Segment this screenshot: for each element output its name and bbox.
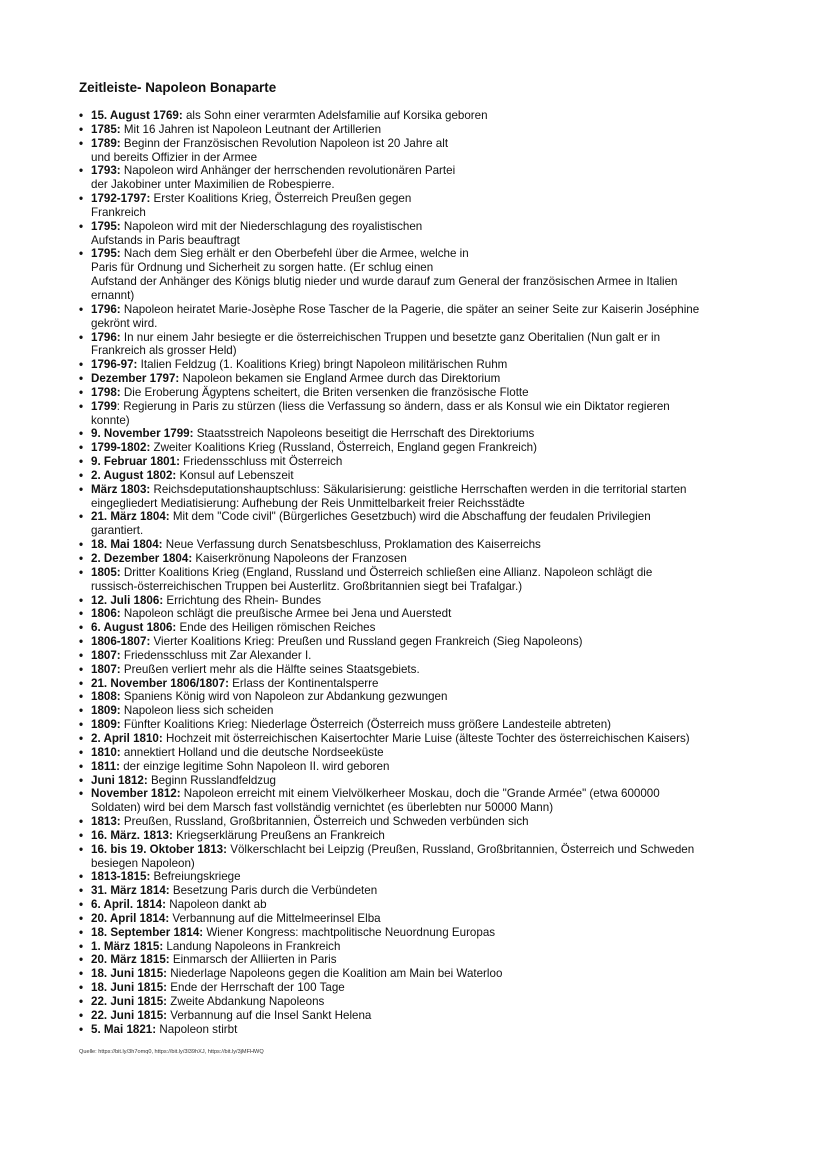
entry-line: [91, 427, 759, 441]
timeline-entry: [79, 164, 759, 192]
timeline-entry: [79, 677, 759, 691]
entry-text: annektiert Holland und die deutsche Nordseeküste: [120, 745, 384, 759]
timeline-entry: [79, 400, 759, 428]
timeline-entry: [79, 718, 759, 732]
bullet-point: •: [79, 1022, 84, 1036]
entry-text: In nur einem Jahr besiegte er die österreichischen Truppen und besetzte ganz Oberitalien (Nun galt er in: [120, 330, 661, 344]
entry-text: Napoleon heiratet Marie-Josèphe Rose Tascher de la Pagerie, die später an seiner Seite zur Kaiserin Joséphine: [120, 302, 700, 316]
entry-line: [91, 649, 759, 663]
entry-line: [91, 206, 759, 220]
entry-line: [91, 123, 759, 137]
entry-line: [91, 400, 759, 414]
timeline-entry: [79, 746, 759, 760]
bullet-point: •: [79, 648, 84, 662]
bullet-point: •: [79, 911, 84, 925]
entry-line: [91, 926, 759, 940]
entry-text: der Jakobiner unter Maximilien de Robespierre.: [91, 178, 335, 192]
bullet-point: •: [79, 884, 84, 898]
entry-line: [91, 912, 759, 926]
entry-date: 21. November 1806/1807:: [91, 676, 229, 690]
entry-date: 1799-1802:: [91, 441, 151, 455]
entry-line: [91, 870, 759, 884]
timeline-entry: [79, 732, 759, 746]
entry-text: Befreiungskriege: [150, 870, 241, 884]
entry-text: Italien Feldzug (1. Koalitions Krieg) bringt Napoleon militärischen Ruhm: [137, 358, 508, 372]
entry-line: [91, 510, 759, 524]
entry-text: Mit 16 Jahren ist Napoleon Leutnant der Artillerien: [120, 122, 382, 136]
entry-line: [91, 524, 759, 538]
entry-date: März 1803:: [91, 482, 151, 496]
entry-text: Zweiter Koalitions Krieg (Russland, Österreich, England gegen Frankreich): [150, 441, 537, 455]
entry-date: 15. August 1769:: [91, 109, 183, 122]
entry-text: Spaniens König wird von Napoleon zur Abdankung gezwungen: [120, 690, 448, 704]
bullet-point: •: [79, 925, 84, 939]
bullet-point: •: [79, 995, 84, 1008]
entry-text: : Regierung in Paris zu stürzen (liess die Verfassung so ändern, dass er als Konsul wie ein Diktator regieren: [116, 399, 670, 413]
entry-date: 1806-1807:: [91, 635, 151, 649]
entry-text: Frankreich: [91, 205, 146, 219]
entry-line: [91, 247, 759, 261]
entry-text: Beginn Russlandfeldzug: [147, 773, 276, 787]
entry-date: 1798:: [91, 385, 121, 399]
bullet-point: •: [79, 704, 84, 718]
timeline-entry: [79, 981, 759, 995]
entry-line: [91, 1023, 759, 1037]
entry-line: [91, 801, 759, 815]
entry-line: [91, 760, 759, 774]
bullet-point: •: [79, 981, 84, 995]
bullet-point: •: [79, 787, 84, 801]
entry-line: [91, 331, 759, 345]
bullet-point: •: [79, 898, 84, 912]
timeline-entry: [79, 774, 759, 788]
timeline-entry: [79, 303, 759, 331]
entry-line: [91, 774, 759, 788]
entry-line: [91, 414, 759, 428]
entry-line: [91, 967, 759, 981]
entry-text: Erlass der Kontinentalsperre: [228, 676, 379, 690]
entry-text: Konsul auf Lebenszeit: [176, 468, 294, 482]
entry-line: [91, 358, 759, 372]
entry-date: 1807:: [91, 648, 121, 662]
timeline-entry: [79, 469, 759, 483]
bullet-point: •: [79, 621, 84, 635]
entry-date: 18. September 1814:: [91, 925, 204, 939]
entry-line: [91, 677, 759, 691]
entry-date: 31. März 1814:: [91, 884, 170, 898]
bullet-point: •: [79, 718, 84, 732]
timeline-entry: [79, 386, 759, 400]
timeline-entry: [79, 441, 759, 455]
entry-text: Kaiserkrönung Napoleons der Franzosen: [192, 552, 407, 565]
entry-date: 1795:: [91, 219, 121, 233]
entry-date: 18. Juni 1815:: [91, 981, 168, 995]
bullet-point: •: [79, 1008, 84, 1022]
entry-date: 1792-1797:: [91, 192, 151, 206]
entry-date: 1810:: [91, 745, 121, 759]
entry-text: und bereits Offizier in der Armee: [91, 150, 258, 164]
timeline-entry: [79, 109, 759, 123]
entry-text: Landung Napoleons in Frankreich: [163, 939, 341, 953]
entry-line: [91, 621, 759, 635]
entry-line: [91, 261, 759, 275]
timeline-entry: [79, 220, 759, 248]
entry-date: 1796:: [91, 330, 121, 344]
timeline-entry: [79, 510, 759, 538]
timeline-entry: [79, 247, 759, 302]
timeline-entry: [79, 331, 759, 359]
entry-text: Napoleon wird mit der Niederschlagung des royalistischen: [120, 219, 423, 233]
entry-line: [91, 455, 759, 469]
entry-line: [91, 981, 759, 995]
timeline-entry: [79, 704, 759, 718]
timeline-entry: [79, 815, 759, 829]
entry-text: der einzige legitime Sohn Napoleon II. wird geboren: [120, 759, 390, 773]
entry-line: [91, 372, 759, 386]
entry-line: [91, 953, 759, 967]
entry-line: [91, 843, 759, 857]
entry-line: [91, 192, 759, 206]
timeline-entry: [79, 953, 759, 967]
entry-date: 1809:: [91, 704, 121, 718]
entry-line: [91, 746, 759, 760]
entry-text: gekrönt wird.: [91, 316, 158, 330]
bullet-point: •: [79, 358, 84, 372]
entry-text: Friedensschluss mit Zar Alexander I.: [120, 648, 312, 662]
entry-line: [91, 441, 759, 455]
timeline-entry: [79, 1023, 759, 1037]
bullet-point: •: [79, 635, 84, 649]
bullet-point: •: [79, 690, 84, 704]
entry-line: [91, 317, 759, 331]
entry-text: Verbannung auf die Insel Sankt Helena: [167, 1008, 372, 1022]
entry-line: [91, 718, 759, 732]
entry-line: [91, 995, 759, 1009]
entry-text: russisch-österreichischen Truppen bei Austerlitz. Großbritannien siegt bei Trafalgar.): [91, 579, 523, 593]
bullet-point: •: [79, 565, 84, 579]
bullet-point: •: [79, 731, 84, 745]
entry-text: Hochzeit mit österreichischen Kaisertochter Marie Luise (älteste Tochter des österreichischen Kaisers): [162, 731, 690, 745]
timeline-entry: [79, 912, 759, 926]
entry-text: Napoleon schlägt die preußische Armee bei Jena und Auerstedt: [120, 607, 452, 621]
entry-text: ernannt): [91, 288, 135, 302]
entry-date: 1. März 1815:: [91, 939, 164, 953]
entry-date: 22. Juni 1815:: [91, 995, 168, 1008]
entry-line: [91, 109, 759, 123]
timeline-entry: [79, 926, 759, 940]
timeline-entry: [79, 870, 759, 884]
entry-date: 1813-1815:: [91, 870, 151, 884]
timeline-entry: [79, 123, 759, 137]
entry-text: Nach dem Sieg erhält er den Oberbefehl über die Armee, welche in: [120, 247, 469, 261]
timeline-entry: [79, 690, 759, 704]
entry-text: Wiener Kongress: machtpolitische Neuordnung Europas: [203, 925, 496, 939]
entry-text: Preußen verliert mehr als die Hälfte seines Staatsgebiets.: [120, 662, 420, 676]
entry-line: [91, 898, 759, 912]
entry-line: [91, 580, 759, 594]
bullet-point: •: [79, 953, 84, 967]
entry-date: 1808:: [91, 690, 121, 704]
timeline-entry: [79, 884, 759, 898]
entry-text: Neue Verfassung durch Senatsbeschluss, Proklamation des Kaiserreichs: [162, 538, 541, 552]
bullet-point: •: [79, 939, 84, 953]
entry-text: als Sohn einer verarmten Adelsfamilie auf Korsika geboren: [182, 109, 488, 122]
timeline-entry: [79, 1009, 759, 1023]
entry-line: [91, 497, 759, 511]
entry-line: [91, 386, 759, 400]
bullet-point: •: [79, 828, 84, 842]
entry-date: 1811:: [91, 759, 121, 773]
timeline-entry: [79, 621, 759, 635]
entry-text: Niederlage Napoleons gegen die Koalition am Main bei Waterloo: [167, 967, 503, 981]
entry-line: [91, 164, 759, 178]
entry-text: Vierter Koalitions Krieg: Preußen und Russland gegen Frankreich (Sieg Napoleons): [150, 635, 583, 649]
entry-text: Soldaten) wird bei dem Marsch fast vollständig vernichtet (es überlebten nur 50000 Mann): [91, 801, 554, 815]
entry-date: 1799: [91, 399, 117, 413]
bullet-point: •: [79, 870, 84, 884]
bullet-point: •: [79, 164, 84, 178]
entry-date: Dezember 1797:: [91, 372, 180, 386]
entry-line: [91, 732, 759, 746]
page-title: Zeitleiste- Napoleon Bonaparte: [79, 80, 277, 95]
timeline-entry: [79, 427, 759, 441]
entry-line: [91, 178, 759, 192]
entry-line: [91, 303, 759, 317]
bullet-point: •: [79, 247, 84, 261]
entry-line: [91, 704, 759, 718]
entry-date: 5. Mai 1821:: [91, 1022, 157, 1036]
entry-date: 1796-97:: [91, 358, 138, 372]
entry-date: 1785:: [91, 122, 121, 136]
entry-text: Friedensschluss mit Österreich: [179, 455, 343, 469]
bullet-point: •: [79, 842, 84, 856]
bullet-point: •: [79, 676, 84, 690]
entry-text: Besetzung Paris durch die Verbündeten: [169, 884, 378, 898]
entry-text: Staatsstreich Napoleons beseitigt die Herrschaft des Direktoriums: [193, 427, 535, 441]
bullet-point: •: [79, 468, 84, 482]
entry-date: 20. April 1814:: [91, 911, 170, 925]
timeline-entry: [79, 760, 759, 774]
entry-date: 9. November 1799:: [91, 427, 194, 441]
entry-text: Verbannung auf die Mittelmeerinsel Elba: [169, 911, 381, 925]
timeline-entry: [79, 607, 759, 621]
bullet-point: •: [79, 745, 84, 759]
entry-line: [91, 220, 759, 234]
entry-date: 16. März. 1813:: [91, 828, 173, 842]
entry-text: Zweite Abdankung Napoleons: [167, 995, 325, 1008]
entry-text: Völkerschlacht bei Leipzig (Preußen, Russland, Großbritannien, Österreich und Schweden: [226, 842, 695, 856]
timeline-entry: [79, 372, 759, 386]
timeline-entry: [79, 649, 759, 663]
entry-text: besiegen Napoleon): [91, 856, 195, 870]
entry-line: [91, 552, 759, 566]
entry-date: 1796:: [91, 302, 121, 316]
bullet-point: •: [79, 330, 84, 344]
entry-line: [91, 857, 759, 871]
timeline-entry: [79, 552, 759, 566]
entry-line: [91, 940, 759, 954]
entry-text: Aufstands in Paris beauftragt: [91, 233, 240, 247]
entry-text: Paris für Ordnung und Sicherheit zu sorgen hatte. (Er schlug einen: [91, 261, 434, 275]
entry-date: November 1812:: [91, 787, 181, 801]
timeline-entry: [79, 663, 759, 677]
entry-text: Mit dem "Code civil" (Bürgerliches Gesetzbuch) wird die Abschaffung der feudalen Privilegien: [169, 510, 651, 524]
entry-line: [91, 566, 759, 580]
entry-text: konnte): [91, 413, 130, 427]
entry-text: Napoleon wird Anhänger der herrschenden revolutionären Partei: [120, 164, 456, 178]
entry-line: [91, 635, 759, 649]
entry-text: Beginn der Französischen Revolution Napoleon ist 20 Jahre alt: [120, 136, 449, 150]
timeline-entry: [79, 358, 759, 372]
timeline-entry: [79, 898, 759, 912]
entry-date: 18. Juni 1815:: [91, 967, 168, 981]
entry-line: [91, 483, 759, 497]
entry-text: Reichsdeputationshauptschluss: Säkularisierung: geistliche Herrschaften werden in die territorial starten: [150, 482, 687, 496]
entry-line: [91, 1009, 759, 1023]
bullet-point: •: [79, 510, 84, 524]
bullet-point: •: [79, 109, 84, 122]
entry-line: [91, 469, 759, 483]
entry-line: [91, 607, 759, 621]
entry-date: 1793:: [91, 164, 121, 178]
bullet-point: •: [79, 815, 84, 829]
entry-date: 16. bis 19. Oktober 1813:: [91, 842, 227, 856]
entry-line: [91, 884, 759, 898]
entry-date: 1795:: [91, 247, 121, 261]
entry-text: Ende der Herrschaft der 100 Tage: [167, 981, 345, 995]
entry-date: 1809:: [91, 718, 121, 732]
bullet-point: •: [79, 662, 84, 676]
bullet-point: •: [79, 967, 84, 981]
timeline-entry: [79, 455, 759, 469]
bullet-point: •: [79, 552, 84, 565]
entry-date: 1813:: [91, 815, 121, 829]
entry-text: Napoleon liess sich scheiden: [120, 704, 274, 718]
entry-date: 2. Dezember 1804:: [91, 552, 193, 565]
timeline-entry: [79, 967, 759, 981]
timeline-entry: [79, 594, 759, 608]
entry-date: 1807:: [91, 662, 121, 676]
entry-line: [91, 829, 759, 843]
entry-date: 1789:: [91, 136, 121, 150]
entry-text: Napoleon stirbt: [156, 1022, 238, 1036]
timeline-list: [79, 109, 759, 1037]
entry-date: 2. August 1802:: [91, 468, 177, 482]
entry-date: 20. März 1815:: [91, 953, 170, 967]
entry-line: [91, 234, 759, 248]
timeline-entry: [79, 137, 759, 165]
entry-text: Napoleon dankt ab: [165, 898, 267, 912]
bullet-point: •: [79, 441, 84, 455]
bullet-point: •: [79, 773, 84, 787]
entry-text: Einmarsch der Alliierten in Paris: [169, 953, 337, 967]
bullet-point: •: [79, 385, 84, 399]
entry-text: Napoleon erreicht mit einem Vielvölkerheer Moskau, doch die "Grande Armée" (etwa 600000: [180, 787, 660, 801]
entry-text: garantiert.: [91, 524, 144, 538]
timeline-entry: [79, 843, 759, 871]
entry-date: 6. August 1806:: [91, 621, 177, 635]
entry-line: [91, 289, 759, 303]
entry-text: Preußen, Russland, Großbritannien, Österreich und Schweden verbünden sich: [120, 815, 529, 829]
entry-text: eingegliedert Mediatisierung: Aufhebung der Reis Unmittelbarkeit freier Reichsstädte: [91, 496, 525, 510]
bullet-point: •: [79, 482, 84, 496]
entry-text: Errichtung des Rhein- Bundes: [163, 593, 322, 607]
timeline-entry: [79, 995, 759, 1009]
source-citation: Quelle: https://bit.ly/3h7omq0, https://bit.ly/3l39hXJ, https://bit.ly/3jMFHWQ: [79, 1049, 264, 1055]
entry-line: [91, 344, 759, 358]
entry-text: Fünfter Koalitions Krieg: Niederlage Österreich (Österreich muss größere Landesteile abtreten): [120, 718, 612, 732]
bullet-point: •: [79, 607, 84, 621]
entry-date: 2. April 1810:: [91, 731, 163, 745]
entry-date: 1805:: [91, 565, 121, 579]
entry-date: 18. Mai 1804:: [91, 538, 163, 552]
entry-text: Napoleon bekamen sie England Armee durch das Direktorium: [179, 372, 501, 386]
bullet-point: •: [79, 399, 84, 413]
entry-line: [91, 275, 759, 289]
entry-line: [91, 663, 759, 677]
bullet-point: •: [79, 593, 84, 607]
bullet-point: •: [79, 192, 84, 206]
entry-text: Kriegserklärung Preußens an Frankreich: [172, 828, 385, 842]
entry-date: 12. Juli 1806:: [91, 593, 164, 607]
entry-line: [91, 815, 759, 829]
bullet-point: •: [79, 427, 84, 441]
entry-date: 6. April. 1814:: [91, 898, 166, 912]
bullet-point: •: [79, 302, 84, 316]
entry-line: [91, 137, 759, 151]
entry-text: Erster Koalitions Krieg, Österreich Preußen gegen: [150, 192, 412, 206]
timeline-entry: [79, 829, 759, 843]
entry-date: 22. Juni 1815:: [91, 1008, 168, 1022]
entry-line: [91, 538, 759, 552]
entry-date: 9. Februar 1801:: [91, 455, 180, 469]
entry-line: [91, 594, 759, 608]
entry-text: Frankreich als grosser Held): [91, 344, 237, 358]
bullet-point: •: [79, 219, 84, 233]
entry-line: [91, 151, 759, 165]
timeline-entry: [79, 483, 759, 511]
entry-text: Dritter Koalitions Krieg (England, Russland und Österreich schließen eine Allianz. Napoleon schlägt die: [120, 565, 653, 579]
bullet-point: •: [79, 538, 84, 552]
bullet-point: •: [79, 122, 84, 136]
timeline-entry: [79, 940, 759, 954]
bullet-point: •: [79, 372, 84, 386]
timeline-entry: [79, 566, 759, 594]
bullet-point: •: [79, 455, 84, 469]
entry-date: 1806:: [91, 607, 121, 621]
entry-date: Juni 1812:: [91, 773, 148, 787]
entry-text: Die Eroberung Ägyptens scheitert, die Briten versenken die französische Flotte: [120, 385, 529, 399]
timeline-entry: [79, 787, 759, 815]
entry-date: 21. März 1804:: [91, 510, 170, 524]
timeline-entry: [79, 538, 759, 552]
entry-text: Aufstand der Anhänger des Königs blutig nieder und wurde darauf zum General der französischen Armee in Italien: [91, 275, 678, 289]
entry-line: [91, 787, 759, 801]
bullet-point: •: [79, 136, 84, 150]
bullet-point: •: [79, 759, 84, 773]
timeline-entry: [79, 635, 759, 649]
entry-line: [91, 690, 759, 704]
entry-text: Ende des Heiligen römischen Reiches: [176, 621, 376, 635]
timeline-entry: [79, 192, 759, 220]
